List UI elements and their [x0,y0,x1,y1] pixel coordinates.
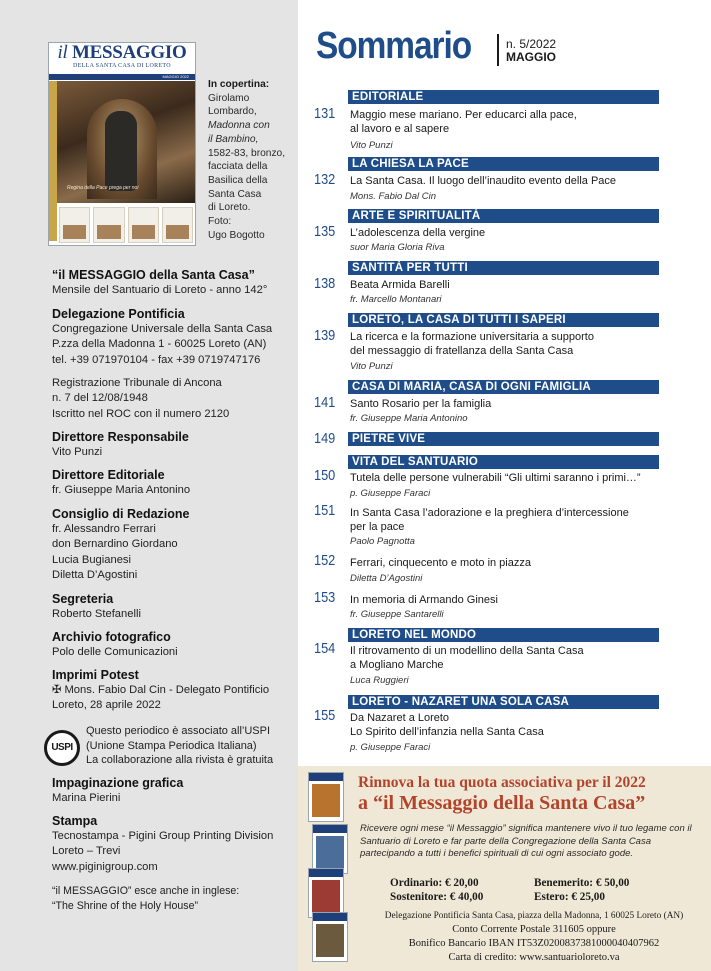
delegazione-heading: Delegazione Pontificia [52,307,185,321]
delegazione-block [52,306,292,368]
toc-page-number: 141 [314,394,336,411]
magazine-thumbnail [312,912,348,962]
cover-thumbnail [59,207,90,243]
toc-entry-title: L’adolescenza della vergine [350,227,486,239]
section-header-casa-maria: CASA DI MARIA, CASA DI OGNI FAMIGLIA [348,380,659,394]
toc-entry-author: Diletta D’Agostini [350,573,423,584]
toc-entry-author: Paolo Pagnotta [350,536,415,547]
editorial-director-heading: Direttore Editoriale [52,468,165,482]
payment-info [358,909,710,965]
imprimi-potest-line: ✠ Mons. Fabio Dal Cin - Delegato Pontificio [52,684,270,696]
cover-caption-line: Ugo Bogotto [208,229,265,241]
toc-entry[interactable] [350,506,660,535]
editorial-board-member: Lucia Bugianesi [52,553,131,566]
editorial-board-member: fr. Alessandro Ferrari [52,523,156,535]
editorial-board-member: Diletta D’Agostini [52,568,138,581]
postal-account: Conto Corrente Postale 311605 oppure [452,924,616,935]
issue-month: MAGGIO [506,50,556,64]
publication-subtitle: Mensile del Santuario di Loreto - anno 142° [52,284,268,297]
cover-thumbnail [128,207,159,243]
rates-left [390,877,483,904]
cover-masthead [49,43,195,73]
left-column [0,0,298,971]
editorial-board-member: don Bernardino Giordano [52,538,178,551]
cover-issue-band: MAGGIO 2022 [49,74,195,80]
toc-page-number: 139 [314,327,336,344]
toc-page-number: 132 [314,171,336,188]
section-header-arte: ARTE E SPIRITUALITÀ [348,209,659,223]
director-name: Vito Punzi [52,446,103,458]
director-heading: Direttore Responsabile [52,430,189,444]
toc-page-number: 151 [314,502,336,519]
section-header-vita-santuario: VITA DEL SANTUARIO [348,455,659,469]
toc-entry-title: In Santa Casa l’adorazione e la preghiera d’intercessione [350,507,629,519]
photo-archive-name: Polo delle Comunicazioni [52,646,178,658]
printing-line: Loreto – Trevi [52,845,121,858]
toc-entry-title: per la pace [350,521,405,534]
toc-entry-author: Luca Ruggieri [350,675,409,686]
title-divider [497,34,499,66]
layout-credit-heading: Impaginazione grafica [52,776,184,790]
payment-address: Delegazione Pontificia Santa Casa, piazza della Madonna, 1 60025 Loreto (AN) [384,911,684,921]
english-edition-block [52,884,292,915]
registration-line: n. 7 del 12/08/1948 [52,392,148,405]
toc-entry[interactable] [350,226,660,240]
toc-entry-title: Santo Rosario per la famiglia [350,398,492,410]
toc-entry-author: suor Maria Gloria Riva [350,242,445,253]
toc-entry-title: Il ritrovamento di un modellino della Santa Casa [350,645,584,657]
toc-entry-author: fr. Giuseppe Maria Antonino [350,413,468,424]
secretariat-name: Roberto Stefanelli [52,608,141,620]
toc-entry-author: fr. Marcello Montanari [350,294,442,305]
publication-block [52,268,292,299]
editorial-director-name: fr. Giuseppe Maria Antonino [52,484,191,496]
section-header-pietre-vive[interactable]: PIETRE VIVE [348,432,659,446]
toc-entry[interactable] [350,593,660,607]
rates-right [534,877,629,904]
toc-entry-title: In memoria di Armando Ginesi [350,594,498,606]
cover-masthead-title: MESSAGGIO [71,42,187,63]
cover-thumbnail [162,207,193,243]
printing-website-link[interactable]: www.piginigroup.com [52,860,158,873]
toc-entry-title: del messaggio di fratellanza della Santa Casa [350,345,574,358]
toc-entry-author: p. Giuseppe Faraci [350,742,431,753]
madonna-statue-figure [105,111,137,191]
toc-page-number: 153 [314,589,336,606]
photo-archive-block [52,629,292,660]
cover-caption-line: di Loreto. [208,202,251,214]
cover-caption-line: Santa Casa [208,188,262,200]
section-header-loreto-mondo: LORETO NEL MONDO [348,628,659,642]
toc-entry-title: Ferrari, cinquecento e moto in piazza [350,557,531,569]
cover-photo [57,81,195,203]
cover-caption-heading: In copertina: [208,79,270,90]
cover-caption-line: Lombardo, [208,106,257,118]
toc-entry-title: Lo Spirito dell’infanzia nella Santa Casa [350,726,544,739]
toc-entry-author: fr. Giuseppe Santarelli [350,609,444,620]
registration-block [52,376,292,422]
rate-ordinario: Ordinario: € 20,00 [390,877,479,889]
layout-credit-block [52,775,292,806]
section-header-chiesa-pace: LA CHIESA LA PACE [348,157,659,171]
cover-masthead-prefix: il [57,42,68,63]
toc-entry-title: La Santa Casa. Il luogo dell’inaudito evento della Pace [350,175,617,187]
toc-entry[interactable] [350,278,660,292]
publication-title: “il MESSAGGIO della Santa Casa” [52,268,255,282]
secretariat-block [52,591,292,622]
subscription-box [298,766,711,971]
toc-entry[interactable] [350,644,660,673]
toc-entry[interactable] [350,556,660,570]
printing-block [52,813,292,875]
editorial-board-heading: Consiglio di Redazione [52,507,190,521]
toc-entry-title: al lavoro e al sapere [350,123,450,136]
toc-entry[interactable] [350,471,660,485]
section-header-editoriale: EDITORIALE [348,90,659,104]
photo-archive-heading: Archivio fotografico [52,630,171,644]
toc-entry-title: Da Nazaret a Loreto [350,712,450,724]
toc-page-number: 131 [314,105,336,122]
magazine-thumbnail [312,824,348,874]
layout-credit-name: Marina Pierini [52,792,121,804]
director-block [52,429,292,460]
page-title: Sommario [316,25,472,67]
toc-page-number: 154 [314,640,336,657]
english-edition-title: “The Shrine of the Holy House” [52,900,199,913]
toc-page-number: 149 [314,430,336,447]
toc-entry-title: Beata Armida Barelli [350,279,450,291]
editorial-director-block [52,467,292,498]
section-header-nazaret: LORETO - NAZARET UNA SOLA CASA [348,695,659,709]
bank-iban: Bonifico Bancario IBAN IT53Z0200837381000040407962 [408,938,660,949]
toc-entry-title: Maggio mese mariano. Per educarci alla pace, [350,109,577,121]
issue-label [506,38,556,64]
cover-thumbnail [93,207,124,243]
toc-entry[interactable] [350,330,660,359]
cover-caption [208,78,294,242]
rate-benemerito: Benemerito: € 50,00 [534,877,630,889]
toc-entry[interactable] [350,174,660,188]
cover-caption-line: Girolamo [208,92,250,104]
cover-caption-line: facciata della [208,161,268,173]
subscription-title: a “il Messaggio della Santa Casa” [358,792,646,814]
cover-caption-line: 1582-83, bronzo, [208,147,286,159]
magazine-stack [308,772,348,967]
toc-page-number: 138 [314,275,336,292]
issue-number: n. 5/2022 [506,37,557,51]
toc-page-number: 135 [314,223,336,240]
rate-sostenitore: Sostenitore: € 40,00 [390,890,484,903]
secretariat-heading: Segreteria [52,592,114,606]
credit-card-website-link[interactable]: Carta di credito: www.santuarioloreto.va [448,952,620,963]
cover-caption-line: Foto: [208,216,232,228]
printing-line: Tecnostampa - Pigini Group Printing Division [52,830,274,842]
cover-side-strip [49,81,57,241]
toc-page-number: 155 [314,707,336,724]
toc-entry-title: La ricerca e la formazione universitaria a supporto [350,331,594,343]
editorial-board-block [52,506,292,583]
cover-masthead-subtitle: DELLA SANTA CASA DI LORETO [73,63,171,69]
delegazione-phone: tel. +39 071970104 - fax +39 0719747176 [52,353,261,366]
imprimi-potest-heading: Imprimi Potest [52,668,139,682]
rate-estero: Estero: € 25,00 [534,890,605,903]
delegazione-line: Congregazione Universale della Santa Casa [52,323,273,335]
toc-page-number: 152 [314,552,336,569]
toc-entry-author: Mons. Fabio Dal Cin [350,191,437,202]
printing-heading: Stampa [52,814,98,828]
registration-line: Iscritto nel ROC con il numero 2120 [52,407,230,420]
section-header-santita: SANTITÀ PER TUTTI [348,261,659,275]
toc-entry[interactable] [350,397,660,411]
cover-caption-line: il Bambino, [208,133,259,145]
toc-entry[interactable] [350,108,660,137]
toc-entry[interactable] [350,711,660,740]
section-header-saperi: LORETO, LA CASA DI TUTTI I SAPERI [348,313,659,327]
delegazione-address: P.zza della Madonna 1 - 60025 Loreto (AN) [52,338,267,351]
toc-page-number: 150 [314,467,336,484]
cover-photo-caption: Regina della Pace prega per noi [67,185,139,191]
toc-entry-author: Vito Punzi [350,361,393,372]
toc-entry-author: p. Giuseppe Faraci [350,488,431,499]
cover-thumbnails [59,207,193,243]
uspi-line: (Unione Stampa Periodica Italiana) [86,739,257,752]
uspi-logo: USPI [44,730,80,766]
uspi-block [86,724,296,768]
subscription-headline: Rinnova la tua quota associativa per il 2022 [358,774,646,791]
uspi-line: La collaborazione alla rivista è gratuita [86,754,274,767]
imprimi-potest-block [52,667,292,714]
toc-entry-author: Vito Punzi [350,140,393,151]
uspi-line: Questo periodico è associato all’USPI [86,725,271,737]
magazine-thumbnail [308,868,344,918]
magazine-thumbnail [308,772,344,822]
toc-entry-title: Tutela delle persone vulnerabili “Gli ultimi saranno i primi…” [350,472,641,484]
cover-caption-line: Madonna con [208,120,270,132]
cover-image [48,42,196,246]
cover-caption-line: Basilica della [208,174,268,186]
registration-line: Registrazione Tribunale di Ancona [52,377,222,389]
imprimi-potest-date: Loreto, 28 aprile 2022 [52,699,161,712]
subscription-description: Ricevere ogni mese “il Messaggio” significa mantenere vivo il tuo legame con il Santuario di Loreto e far parte della Congregazione della Santa Casa partecipando a tutti i benefici spirituali di cui ogni associato gode. [360,823,692,859]
english-edition-line: “il MESSAGGIO” esce anche in inglese: [52,885,240,897]
toc-entry-title: a Mogliano Marche [350,659,444,672]
